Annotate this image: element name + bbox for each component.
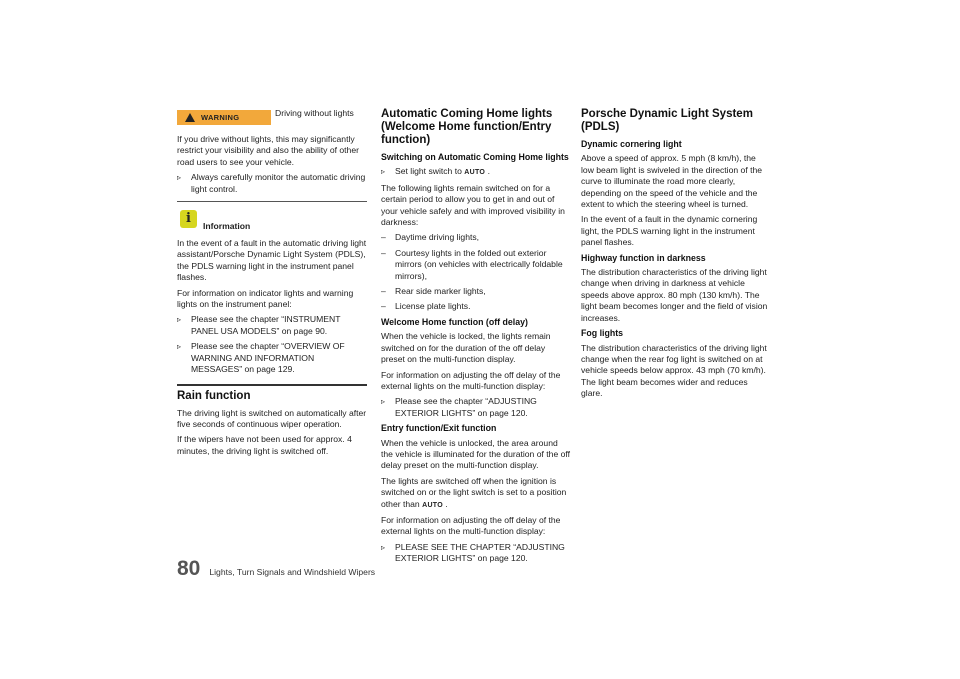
- list-item: – Rear side marker lights,: [381, 286, 571, 297]
- welcome-paragraph-2: For information on adjusting the off delay of the external lights on the multi-function display:: [381, 369, 561, 391]
- rain-function-heading: Rain function: [177, 389, 251, 402]
- column-left: [177, 108, 367, 461]
- set-switch-text: Set light switch to: [395, 166, 462, 177]
- entry-paragraph-3: For information on adjusting the off delay of the external lights on the multi-function display:: [381, 514, 561, 537]
- list-item: – License plate lights.: [381, 301, 571, 312]
- info-paragraph-2: For information on indicator lights and warning lights on the instrument panel:: [177, 287, 354, 310]
- info-bullet-2: ▹ Please see the chapter “OVERVIEW OF WARNING AND INFORMATION MESSAGES” on page 129.: [177, 341, 367, 375]
- information-icon: i: [180, 210, 197, 228]
- warning-badge: [177, 110, 271, 125]
- list-item: – Daytime driving lights,: [381, 232, 571, 243]
- highway-paragraph: The distribution characteristics of the driving light change when driving in darkness at vehicle speeds above approx. 80 mph (130 km/h). The light beam becomes longer and the field of vision increases.: [581, 267, 768, 323]
- rain-paragraph-2: If the wipers have not been used for approx. 4 minutes, the driving light is switched off.: [177, 434, 352, 456]
- set-switch-end: .: [487, 166, 490, 177]
- warning-bullet: ▹ Always carefully monitor the automatic driving light control.: [177, 172, 367, 195]
- coming-home-heading: Automatic Coming Home lights (Welcome Home function/Entry function): [381, 108, 553, 146]
- cornering-subheading: Dynamic cornering light: [581, 139, 682, 149]
- auto-symbol: AUTO: [464, 169, 486, 177]
- rain-paragraph-1: The driving light is switched on automatically after five seconds of continuous wiper operation.: [177, 407, 367, 429]
- entry-paragraph-2-text: The lights are switched off when the ignition is switched on or the light switch is set to a position other than: [381, 475, 567, 509]
- divider: [177, 201, 367, 202]
- fog-paragraph: The distribution characteristics of the driving light change when the rear fog light is switched on at vehicle speeds below approx. 43 mph (70 km/h). The light beam becomes wider and reduces glare.: [581, 342, 767, 399]
- entry-exit-subheading: Entry function/Exit function: [381, 423, 497, 434]
- welcome-paragraph-1: When the vehicle is locked, the lights remain switched on for the duration of the off delay preset on the multi-function display.: [381, 331, 551, 365]
- warning-title: Driving without lights: [275, 108, 354, 118]
- list-item: – Courtesy lights in the folded out exterior mirrors (on vehicles with electrically foldable mirrors),: [381, 248, 571, 282]
- welcome-home-subheading: Welcome Home function (off delay): [381, 316, 528, 327]
- info-paragraph-1: In the event of a fault in the automatic driving light assistant/Porsche Dynamic Light System (PDLS), the PDLS warning light in the instrument panel flashes.: [177, 238, 367, 283]
- warning-label: WARNING: [201, 112, 240, 122]
- page-footer: [177, 557, 375, 581]
- fog-subheading: Fog lights: [581, 328, 624, 339]
- information-title: Information: [203, 221, 251, 232]
- cornering-paragraph-2: In the event of a fault in the dynamic cornering light, the PDLS warning light in the instrument panel flashes.: [581, 214, 758, 248]
- entry-bullet: ▹ PLEASE SEE THE CHAPTER “ADJUSTING EXTERIOR LIGHTS” on page 120.: [381, 542, 571, 565]
- entry-paragraph-2: [381, 476, 571, 511]
- section-title: Lights, Turn Signals and Windshield Wipers: [209, 567, 376, 577]
- warning-triangle-icon: [185, 113, 195, 122]
- entry-paragraph-1: When the vehicle is unlocked, the area around the vehicle is illuminated for the duration of the off delay preset on the multi-function display.: [381, 437, 571, 471]
- column-right: [581, 108, 771, 404]
- info-bullet-1: ▹ Please see the chapter “INSTRUMENT PANEL USA MODELS” on page 90.: [177, 314, 367, 337]
- switching-on-subheading: Switching on Automatic Coming Home lights: [381, 152, 569, 162]
- welcome-bullet: ▹ Please see the chapter “ADJUSTING EXTERIOR LIGHTS” on page 120.: [381, 396, 571, 419]
- section-divider: [177, 384, 367, 386]
- highway-subheading: Highway function in darkness: [581, 252, 706, 263]
- column-middle: [381, 108, 571, 569]
- page-number: 80: [177, 557, 201, 580]
- cornering-paragraph-1: Above a speed of approx. 5 mph (8 km/h), the low beam light is swiveled in the direction of the curve to illuminate the road more clearly, depending on the speed of the vehicle and the extent to which the steering wheel is turned.: [581, 153, 763, 210]
- warning-text: If you drive without lights, this may significantly restrict your visibility and also the ability of other road users to see your vehicle.: [177, 134, 359, 167]
- entry-paragraph-2-end: .: [445, 498, 448, 509]
- set-switch-bullet: [381, 166, 571, 178]
- information-header: [177, 210, 367, 236]
- lights-paragraph: The following lights remain switched on for a certain period to allow you to get in and out of your vehicle safely and with improved visibility in darkness:: [381, 182, 565, 228]
- pdls-heading: Porsche Dynamic Light System (PDLS): [581, 108, 753, 133]
- auto-symbol: AUTO: [422, 501, 443, 509]
- warning-header: [177, 108, 367, 128]
